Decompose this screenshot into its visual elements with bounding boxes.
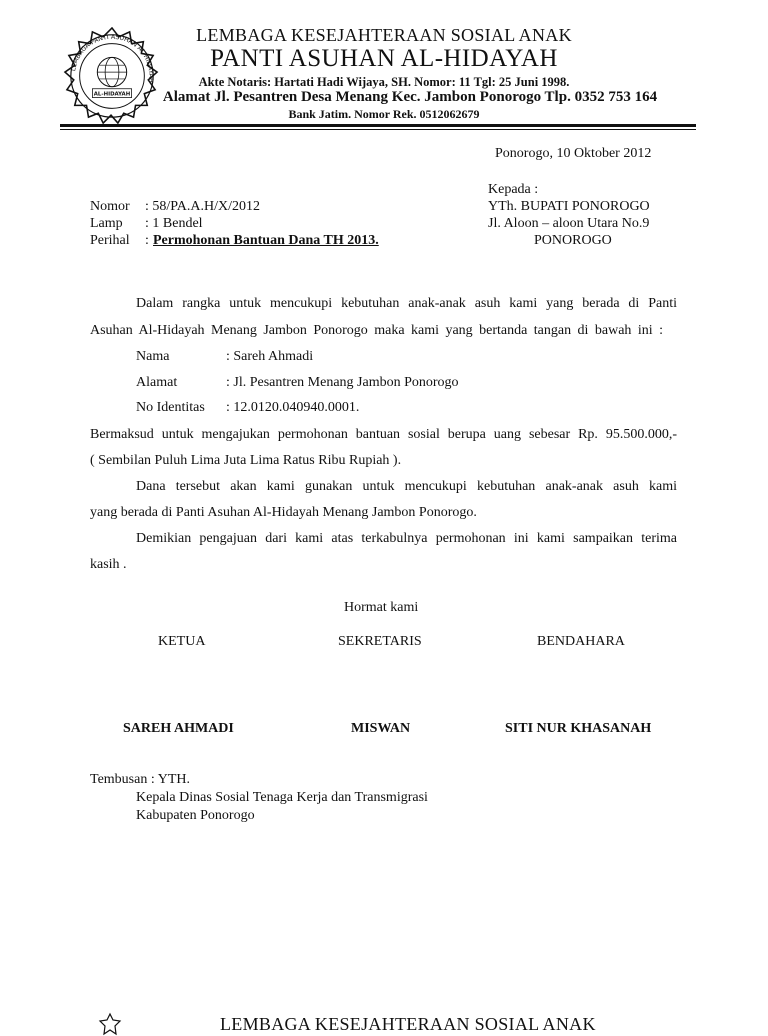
signatory-sekretaris: MISWAN <box>351 721 411 736</box>
organization-type: LEMBAGA KESEJAHTERAAN SOSIAL ANAK <box>196 25 572 45</box>
organization-name: PANTI ASUHAN AL-HIDAYAH <box>210 45 558 72</box>
nomor-value: : 58/PA.A.H/X/2012 <box>145 199 261 214</box>
nomor-label: Nomor <box>90 199 130 214</box>
field-label-identitas: No Identitas <box>136 400 205 415</box>
paragraph-4-line-1: Demikian pengajuan dari kami atas terkabulnya permohonan ini kami sampaikan terima <box>136 531 677 546</box>
field-value-alamat: : Jl. Pesantren Menang Jambon Ponorogo <box>226 375 459 390</box>
recipient-kepada: Kepada : <box>488 182 539 197</box>
paragraph-2-line-2: ( Sembilan Puluh Lima Juta Lima Ratus Ribu Rupiah ). <box>90 453 402 468</box>
paragraph-1-line-2: Asuhan Al-Hidayah Menang Jambon Ponorogo maka kami yang bertanda tangan di bawah ini : <box>90 323 663 338</box>
svg-text:AL-HIDAYAH: AL-HIDAYAH <box>93 91 131 98</box>
paragraph-3-line-2: yang berada di Panti Asuhan Al-Hidayah Menang Jambon Ponorogo. <box>90 505 477 520</box>
organization-address: Alamat Jl. Pesantren Desa Menang Kec. Jambon Ponorogo Tlp. 0352 753 164 <box>162 89 658 105</box>
perihal-label: Perihal <box>90 233 130 248</box>
tembusan-line-1: Kepala Dinas Sosial Tenaga Kerja dan Transmigrasi <box>136 790 428 805</box>
field-label-nama: Nama <box>136 349 170 364</box>
svg-text:LEMBAGA PANTI ASUHAN AL-HIDAYA: LEMBAGA PANTI ASUHAN AL-HIDAYAH <box>70 33 155 83</box>
field-label-alamat: Alamat <box>136 375 178 390</box>
recipient-name: YTh. BUPATI PONOROGO <box>488 199 650 214</box>
next-page-header: LEMBAGA KESEJAHTERAAN SOSIAL ANAK <box>220 1014 596 1034</box>
notary-info: Akte Notaris: Hartati Hadi Wijaya, SH. Nomor: 11 Tgl: 25 Juni 1998. <box>198 75 570 89</box>
title-bendahara: BENDAHARA <box>537 634 625 649</box>
field-value-nama: : Sareh Ahmadi <box>226 349 314 364</box>
perihal-value: Permohonan Bantuan Dana TH 2013. <box>153 233 379 248</box>
lamp-value: : 1 Bendel <box>145 216 203 231</box>
paragraph-1-line-1: Dalam rangka untuk mencukupi kebutuhan anak-anak asuh kami yang berada di Panti <box>136 296 677 311</box>
tembusan-line-2: Kabupaten Ponorogo <box>136 808 255 823</box>
recipient-city: PONOROGO <box>534 233 612 248</box>
header-divider-thin <box>60 129 696 130</box>
signatory-ketua: SAREH AHMADI <box>123 721 234 736</box>
next-page-logo <box>98 1012 122 1036</box>
paragraph-4-line-2: kasih . <box>90 557 127 572</box>
lamp-label: Lamp <box>90 216 123 231</box>
header-divider-thick <box>60 124 696 127</box>
bank-account: Bank Jatim. Nomor Rek. 0512062679 <box>288 107 480 121</box>
recipient-address: Jl. Aloon – aloon Utara No.9 <box>488 216 650 231</box>
title-sekretaris: SEKRETARIS <box>338 634 422 649</box>
field-value-identitas: : 12.0120.040940.0001. <box>226 400 360 415</box>
signatory-bendahara: SITI NUR KHASANAH <box>505 721 652 736</box>
paragraph-2-line-1: Bermaksud untuk mengajukan permohonan bantuan sosial berupa uang sebesar Rp. 95.500.000,- <box>90 427 677 442</box>
letter-date: Ponorogo, 10 Oktober 2012 <box>495 146 652 161</box>
closing-regards: Hormat kami <box>344 600 419 615</box>
title-ketua: KETUA <box>158 634 206 649</box>
tembusan-label: Tembusan : YTH. <box>90 772 190 787</box>
paragraph-3-line-1: Dana tersebut akan kami gunakan untuk mencukupi kebutuhan anak-anak asuh kami <box>136 479 677 494</box>
perihal-colon: : <box>145 233 149 248</box>
